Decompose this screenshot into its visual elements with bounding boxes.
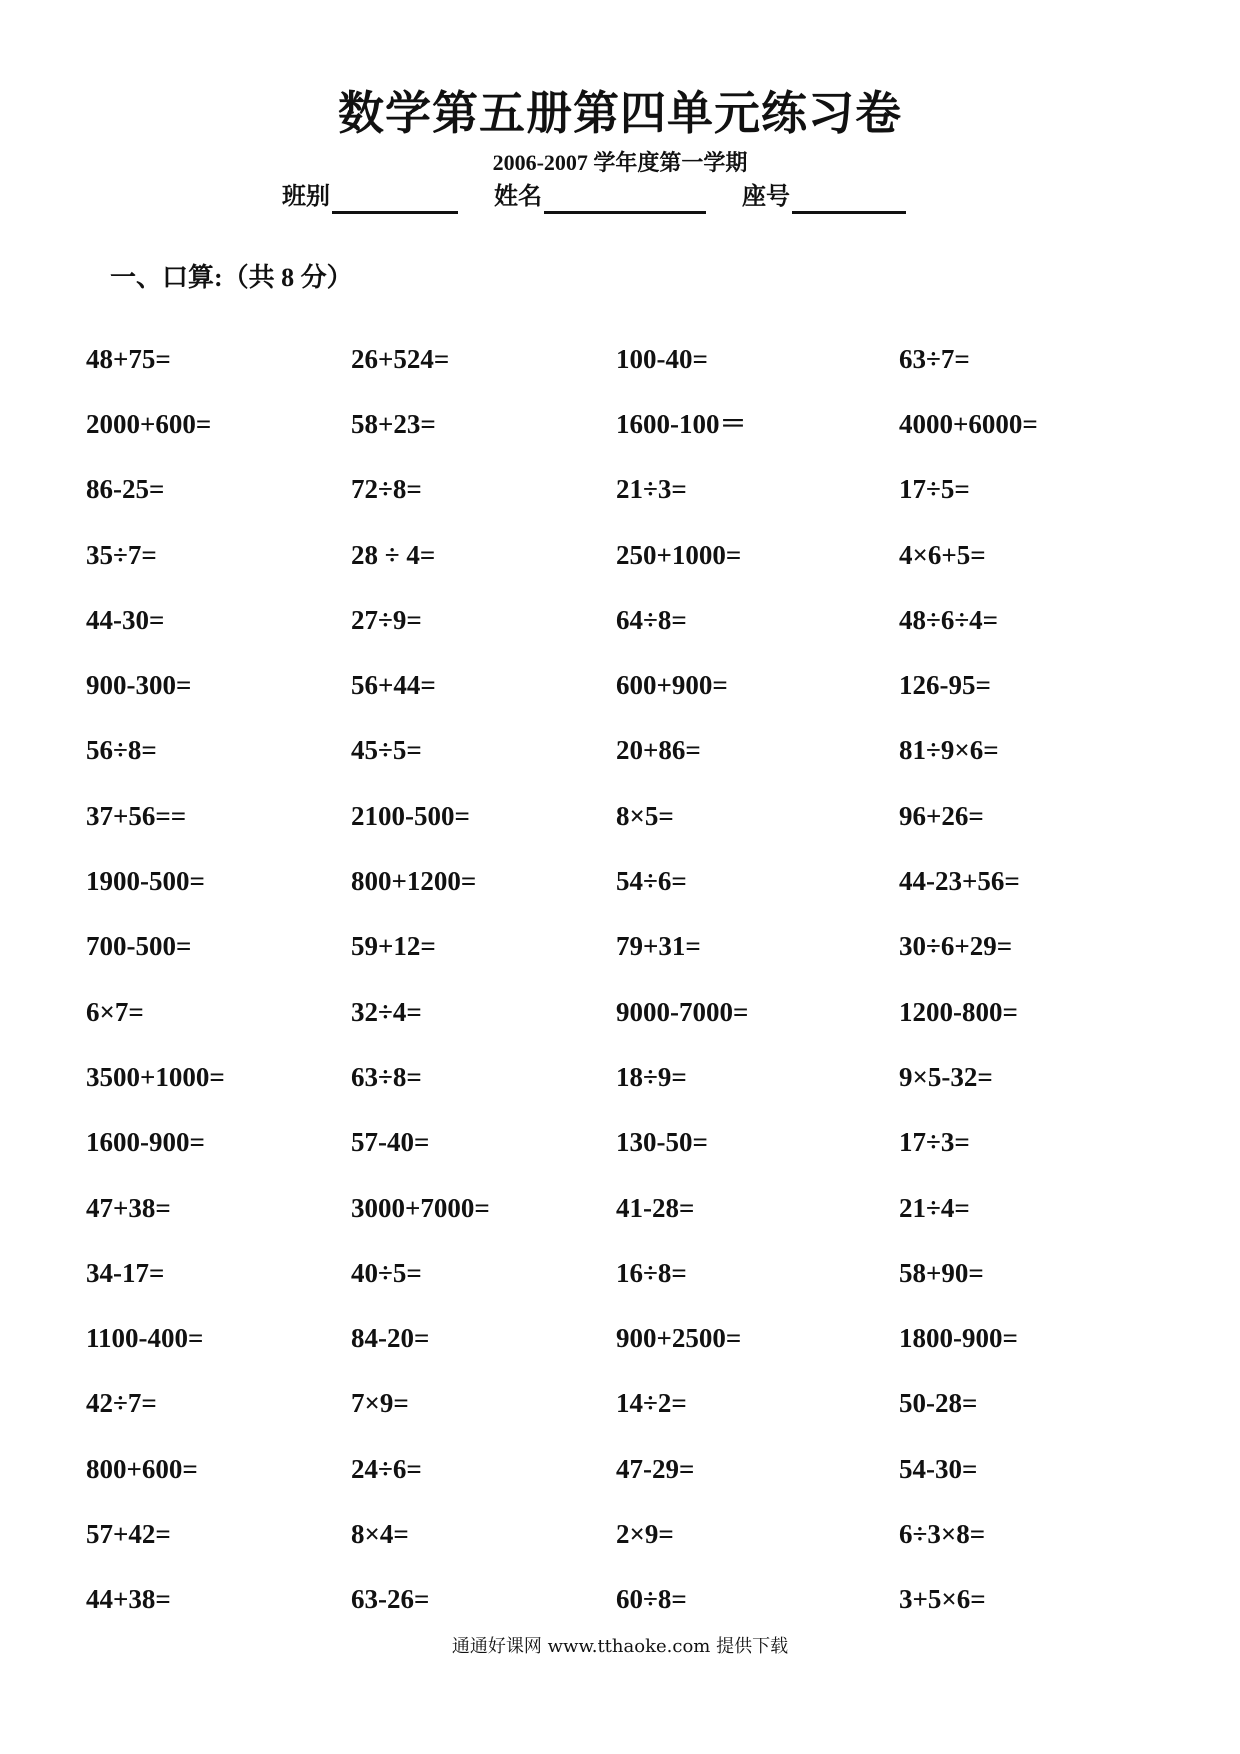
arithmetic-problem: 9×5-32= — [899, 1061, 993, 1092]
name-label: 姓名 — [494, 184, 542, 210]
arithmetic-problem: 2100-500= — [351, 800, 470, 831]
footer-source: 通通好课网 www.tthaoke.com 提供下载 — [451, 1636, 789, 1657]
arithmetic-problem: 48+75= — [86, 343, 171, 374]
arithmetic-problem: 800+1200= — [351, 866, 477, 897]
arithmetic-problem: 86-25= — [86, 474, 165, 505]
arithmetic-problem: 9000-7000= — [616, 996, 749, 1027]
arithmetic-problem: 56+44= — [351, 670, 436, 701]
class-blank-line — [332, 183, 458, 214]
arithmetic-problem: 32÷4= — [351, 996, 422, 1027]
arithmetic-problem: 6÷3×8= — [899, 1518, 986, 1549]
name-field — [494, 180, 706, 214]
arithmetic-problem: 4000+6000= — [899, 408, 1038, 439]
arithmetic-problem: 45÷5= — [351, 735, 422, 766]
name-blank-line — [544, 183, 706, 214]
arithmetic-problem: 84-20= — [351, 1323, 430, 1354]
arithmetic-problem: 900+2500= — [616, 1323, 742, 1354]
arithmetic-problem: 35÷7= — [86, 539, 157, 570]
arithmetic-problem: 26+524= — [351, 343, 450, 374]
arithmetic-problem: 63÷7= — [899, 343, 970, 374]
arithmetic-problem: 800+600= — [86, 1453, 198, 1484]
arithmetic-problem: 44+38= — [86, 1584, 171, 1615]
arithmetic-problem: 3500+1000= — [86, 1061, 225, 1092]
arithmetic-problem: 1900-500= — [86, 866, 205, 897]
arithmetic-problem: 47-29= — [616, 1453, 695, 1484]
arithmetic-problem: 17÷3= — [899, 1127, 970, 1158]
arithmetic-problem: 37+56== — [86, 800, 187, 831]
section-heading-mental-arithmetic: 一、口算:（共 8 分） — [110, 263, 353, 292]
arithmetic-problem: 130-50= — [616, 1127, 708, 1158]
arithmetic-problem: 81÷9×6= — [899, 735, 999, 766]
school-term: 2006-2007 学年度第一学期 — [492, 150, 748, 175]
arithmetic-problem: 54÷6= — [616, 866, 687, 897]
arithmetic-problem: 79+31= — [616, 931, 701, 962]
arithmetic-problem: 8×5= — [616, 800, 674, 831]
arithmetic-problem: 3+5×6= — [899, 1584, 986, 1615]
arithmetic-problem: 41-28= — [616, 1192, 695, 1223]
problem-grid — [86, 326, 1146, 1632]
arithmetic-problem: 3000+7000= — [351, 1192, 490, 1223]
arithmetic-problem: 6×7= — [86, 996, 144, 1027]
arithmetic-problem: 57+42= — [86, 1518, 171, 1549]
arithmetic-problem: 63÷8= — [351, 1061, 422, 1092]
arithmetic-problem: 600+900= — [616, 670, 728, 701]
class-field — [282, 180, 458, 214]
arithmetic-problem: 72÷8= — [351, 474, 422, 505]
arithmetic-problem: 7×9= — [351, 1388, 409, 1419]
arithmetic-problem: 126-95= — [899, 670, 991, 701]
page-title: 数学第五册第四单元练习卷 — [338, 88, 902, 139]
seat-number-field — [742, 180, 906, 214]
arithmetic-problem: 44-23+56= — [899, 866, 1020, 897]
arithmetic-problem: 1200-800= — [899, 996, 1018, 1027]
arithmetic-problem: 1100-400= — [86, 1323, 204, 1354]
arithmetic-problem: 21÷3= — [616, 474, 687, 505]
arithmetic-problem: 40÷5= — [351, 1257, 422, 1288]
arithmetic-problem: 1800-900= — [899, 1323, 1018, 1354]
arithmetic-problem: 44-30= — [86, 604, 165, 635]
arithmetic-problem: 54-30= — [899, 1453, 978, 1484]
arithmetic-problem: 18÷9= — [616, 1061, 687, 1092]
arithmetic-problem: 57-40= — [351, 1127, 430, 1158]
arithmetic-problem: 50-28= — [899, 1388, 978, 1419]
arithmetic-problem: 700-500= — [86, 931, 192, 962]
arithmetic-problem: 27÷9= — [351, 604, 422, 635]
arithmetic-problem: 59+12= — [351, 931, 436, 962]
arithmetic-problem: 900-300= — [86, 670, 192, 701]
arithmetic-problem: 64÷8= — [616, 604, 687, 635]
arithmetic-problem: 34-17= — [86, 1257, 165, 1288]
arithmetic-problem: 24÷6= — [351, 1453, 422, 1484]
arithmetic-problem: 63-26= — [351, 1584, 430, 1615]
arithmetic-problem: 20+86= — [616, 735, 701, 766]
seat-number-blank-line — [792, 183, 906, 214]
arithmetic-problem: 58+90= — [899, 1257, 984, 1288]
arithmetic-problem: 14÷2= — [616, 1388, 687, 1419]
arithmetic-problem: 1600-100＝ — [616, 408, 747, 439]
arithmetic-problem: 2×9= — [616, 1518, 674, 1549]
arithmetic-problem: 96+26= — [899, 800, 984, 831]
arithmetic-problem: 42÷7= — [86, 1388, 157, 1419]
arithmetic-problem: 28 ÷ 4= — [351, 539, 436, 570]
arithmetic-problem: 2000+600= — [86, 408, 212, 439]
arithmetic-problem: 56÷8= — [86, 735, 157, 766]
student-info-row — [0, 180, 1240, 214]
arithmetic-problem: 250+1000= — [616, 539, 742, 570]
seat-number-label: 座号 — [742, 184, 790, 210]
arithmetic-problem: 8×4= — [351, 1518, 409, 1549]
arithmetic-problem: 17÷5= — [899, 474, 970, 505]
arithmetic-problem: 48÷6÷4= — [899, 604, 999, 635]
arithmetic-problem: 30÷6+29= — [899, 931, 1013, 962]
arithmetic-problem: 58+23= — [351, 408, 436, 439]
arithmetic-problem: 16÷8= — [616, 1257, 687, 1288]
arithmetic-problem: 4×6+5= — [899, 539, 986, 570]
arithmetic-problem: 47+38= — [86, 1192, 171, 1223]
arithmetic-problem: 60÷8= — [616, 1584, 687, 1615]
arithmetic-problem: 21÷4= — [899, 1192, 970, 1223]
arithmetic-problem: 100-40= — [616, 343, 708, 374]
arithmetic-problem: 1600-900= — [86, 1127, 205, 1158]
class-label: 班别 — [282, 184, 330, 210]
